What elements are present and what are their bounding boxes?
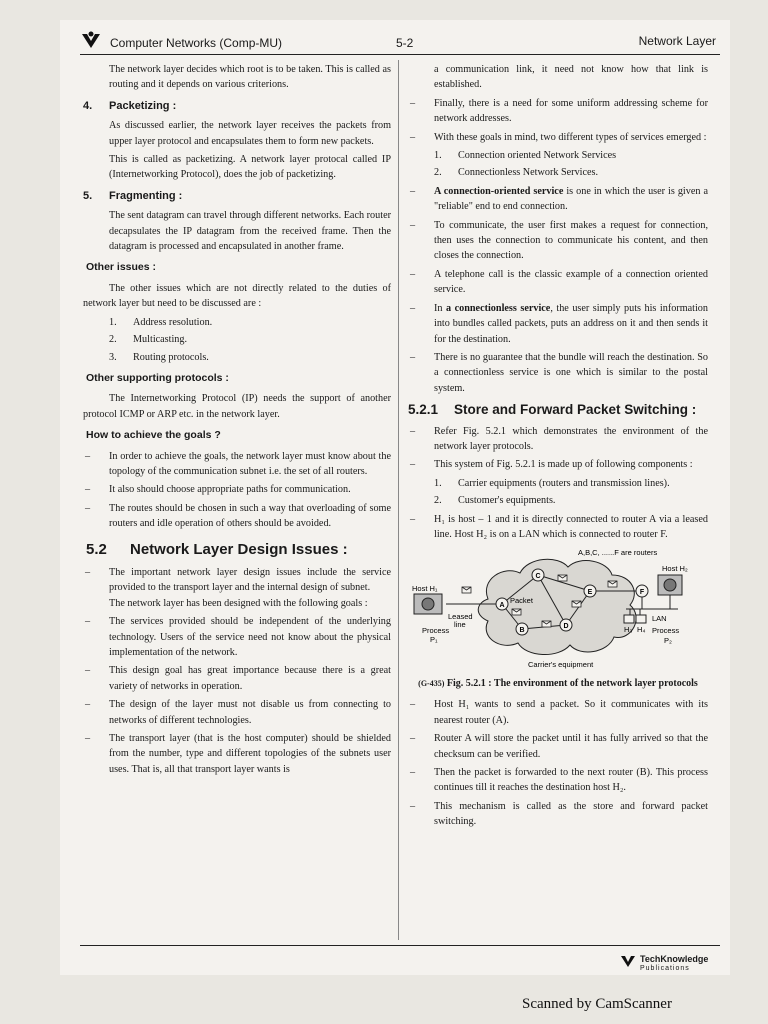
- host-h4-icon: [636, 615, 646, 623]
- list-item: 2. Multicasting.: [109, 334, 188, 346]
- list-item: – In a connectionless service, the user simply puts his information into bundles called packets, puts an address on it and then sends it for the destination.: [408, 301, 708, 347]
- figure-caption: (G-435) Fig. 5.2.1 : The environment of the network layer protocols: [418, 678, 698, 690]
- p2-label: P₂: [664, 636, 672, 646]
- intro-paragraph: The network layer decides which root is to be taken. This is called as routing and it depends on various criterions.: [109, 64, 391, 91]
- heading-fragmenting: 5. Fragmenting :: [83, 189, 183, 202]
- list-item: – Refer Fig. 5.2.1 which demonstrates the environment of the network layer protocols.: [408, 424, 708, 455]
- list-item: 3. Routing protocols.: [109, 351, 209, 363]
- router-label: E: [587, 589, 593, 597]
- other-issues-paragraph: The other issues which are not directly related to the duties of network layer but need to be discussed are :: [83, 282, 391, 310]
- packetizing-paragraph-1: As discussed earlier, the network layer receives the packets from upper layer protocol and encapsulates them to form new packets.: [109, 120, 391, 147]
- host-description-list: [408, 512, 708, 543]
- publisher-name: TechKnowledge: [640, 954, 709, 964]
- publisher-logo-icon: [80, 30, 102, 52]
- list-item: – The design of the layer must not disable us from connecting to networks of different technologies.: [83, 697, 391, 728]
- list-item: – Router A will store the packet until it has fully arrived so that the checksum can be verified.: [408, 731, 708, 762]
- list-item: – Finally, there is a need for some uniform addressing scheme for network addresses.: [408, 96, 708, 127]
- services-intro-list: [408, 96, 708, 145]
- p1-label: P₁: [430, 635, 438, 645]
- list-item: – A telephone call is the classic example of a connection oriented service.: [408, 267, 708, 298]
- router-label: A: [499, 602, 505, 610]
- packetizing-paragraph-2: This is called as packetizing. A network layer protocal called IP (Internetworking Protocol), does the job of packetizing.: [109, 154, 391, 181]
- list-item: – In order to achieve the goals, the network layer must know about the topology of the communication subnet i.e. the set of all routers.: [83, 449, 391, 480]
- list-item: – This design goal has great importance because there is a great variety of networks in operation.: [83, 663, 391, 694]
- design-issues-list: [83, 565, 391, 777]
- router-label: D: [563, 623, 569, 631]
- list-item: 2. Connectionless Network Services.: [434, 167, 599, 179]
- host-h1-label: Host H₁: [412, 584, 438, 594]
- list-item: – Then the packet is forwarded to the next router (B). This process continues till it reaches the destination host H₂.: [408, 765, 708, 796]
- publisher-sub: Publications: [640, 965, 690, 972]
- list-item: 1. Connection oriented Network Services: [434, 150, 617, 162]
- list-item: – The services provided should be independent of the underlying technology. Users of the service need not know about the physical implementation of the network.: [83, 614, 391, 660]
- list-item: – To communicate, the user first makes a request for connection, then uses the connection to communicate his content, and then closes the connection.: [408, 218, 708, 264]
- host-h3-icon: [624, 615, 634, 623]
- h4-label: H₄: [637, 625, 646, 635]
- other-issues-list: [83, 315, 391, 365]
- continued-paragraph: a communication link, it need not know how that link is established.: [434, 64, 708, 91]
- list-item: – With these goals in mind, two different types of services emerged :: [408, 130, 708, 145]
- router-label: F: [639, 589, 645, 597]
- list-item: – The transport layer (that is the host computer) should be shielded from the number, type and different topologies of the subnets user uses. That is, all that transport layer wants is: [83, 731, 391, 777]
- router-label: C: [535, 573, 541, 581]
- list-item: – There is no guarantee that the bundle will reach the destination. So a connectionless service is one which is similar to the postal system.: [408, 350, 708, 396]
- document-page: [60, 20, 730, 975]
- process-p1-label: Process: [422, 626, 450, 636]
- host-h1-icon: [414, 594, 442, 614]
- publisher-mark-icon: [620, 954, 636, 970]
- section-heading-5-2: 5.2 Network Layer Design Issues :: [86, 540, 348, 558]
- page-header: [80, 30, 720, 56]
- components-list: [408, 476, 708, 509]
- list-item: – The important network layer design issues include the service provided to the transport layer and the internal design of subnet. The network layer has been designed with the following goals :: [83, 565, 391, 611]
- goals-list: [83, 449, 391, 532]
- list-item: – This mechanism is called as the store and forward packet switching.: [408, 799, 708, 830]
- supporting-protocols-paragraph: The Internetworking Protocol (IP) needs the support of another protocol ICMP or ARP etc. in the network layer.: [83, 393, 391, 420]
- left-column: [83, 62, 391, 780]
- host-h2-icon: [658, 575, 682, 595]
- fragmenting-paragraph: The sent datagram can travel through different networks. Each router decapsulates the IP datagram from the received frame. Then the datagram is processed and encapsulated in another frame.: [109, 210, 391, 253]
- list-item: 1. Carrier equipments (routers and transmission lines).: [434, 477, 670, 489]
- h3-label: H₃: [624, 625, 633, 635]
- line-label: line: [454, 620, 466, 630]
- publisher-mark: [640, 954, 708, 974]
- list-item: 2. Customer's equipments.: [434, 495, 556, 507]
- lan-label: LAN: [652, 614, 667, 624]
- list-item: 1. Address resolution.: [109, 316, 213, 328]
- router-label: B: [519, 627, 525, 635]
- list-item: – It also should choose appropriate paths for communication.: [83, 482, 391, 497]
- scanner-watermark: Scanned by CamScanner: [522, 996, 672, 1012]
- process-p2-label: Process: [652, 626, 680, 636]
- service-description-list: [408, 184, 708, 396]
- heading-other-supporting-protocols: Other supporting protocols :: [86, 371, 229, 384]
- header-page-number: 5-2: [396, 36, 414, 50]
- section-heading-5-2-1: 5.2.1 Store and Forward Packet Switching :: [408, 402, 697, 418]
- network-environment-figure: [408, 545, 708, 673]
- header-book-title: Computer Networks (Comp-MU): [110, 36, 283, 50]
- list-item: – A connection-oriented service is one in which the user is given a "reliable" end to end connection.: [408, 184, 708, 215]
- heading-other-issues: Other issues :: [86, 261, 157, 274]
- list-item: – H₁ is host – 1 and it is directly connected to router A via a leased line. Host H₂ is on a LAN which is connected to router F.: [408, 512, 708, 543]
- forwarding-steps-list: [408, 697, 708, 829]
- footer-rule: [80, 945, 720, 946]
- header-rule: [80, 54, 720, 55]
- list-item: – Host H₁ wants to send a packet. So it communicates with its nearest router (A).: [408, 697, 708, 728]
- leased-label: Leased: [448, 612, 473, 622]
- host-h2-label: Host H₂: [662, 564, 688, 574]
- header-chapter-title: Network Layer: [638, 34, 716, 48]
- routers-label: A,B,C, ......F are routers: [578, 548, 658, 558]
- packet-label: Packet: [510, 596, 533, 606]
- heading-packetizing: 4. Packetizing :: [83, 99, 177, 112]
- right-column: [408, 62, 708, 833]
- heading-achieve-goals: How to achieve the goals ?: [86, 429, 221, 442]
- service-types-list: [408, 148, 708, 181]
- column-divider: [398, 60, 399, 940]
- carrier-label: Carrier's equipment: [528, 660, 594, 670]
- store-forward-list: [408, 424, 708, 473]
- list-item: – This system of Fig. 5.2.1 is made up of following components :: [408, 457, 708, 472]
- list-item: – The routes should be chosen in such a way that overloading of some routers and idle operation of others should be avoided.: [83, 501, 391, 532]
